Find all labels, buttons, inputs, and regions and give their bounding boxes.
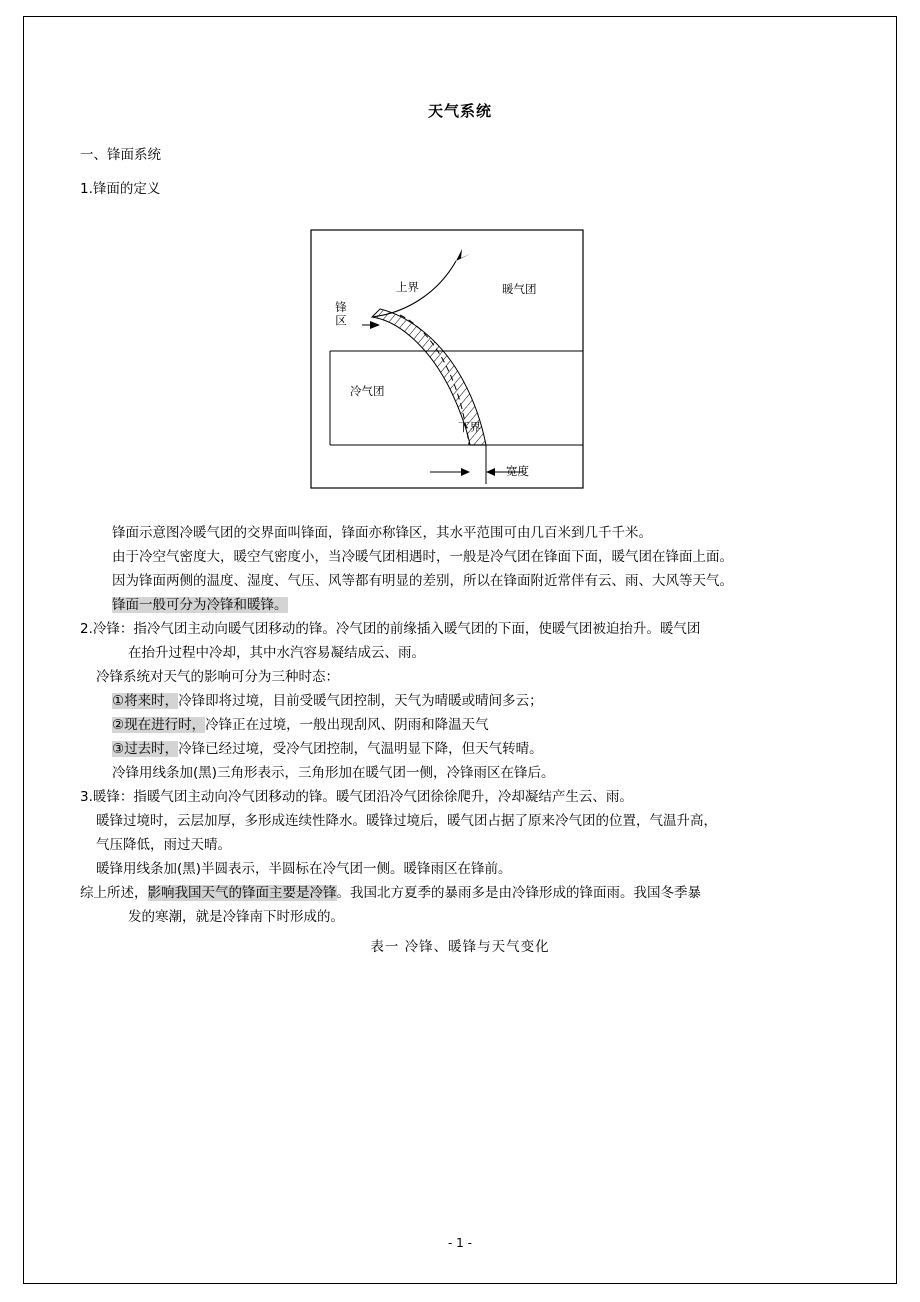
front-diagram-figure	[80, 229, 840, 497]
document-content	[80, 100, 840, 955]
highlight-span: ②现在进行时，	[112, 717, 206, 733]
paragraph-line-item-3	[80, 737, 840, 761]
paragraph-line: 暖锋过境时，云层加厚，多形成连续性降水。暖锋过境后，暖气团占据了原来冷气团的位置，气温升高，	[96, 813, 717, 829]
paragraph-line: 2.冷锋：指冷气团主动向暖气团移动的锋。冷气团的前缘插入暖气团的下面，使暖气团被迫抬升。暖气团	[80, 621, 701, 637]
paragraph-line-item-1	[80, 689, 840, 713]
highlight-span: 锋面一般可分为冷锋和暖锋。	[112, 597, 288, 613]
highlight-span: 影响我国天气的锋面主要是冷锋	[147, 885, 337, 901]
paragraph-rest: 冷锋正在过境，一般出现刮风、阴雨和降温天气	[205, 717, 489, 733]
page-footer-number: - 1 -	[448, 1236, 472, 1250]
paragraph-line: 冷锋系统对天气的影响可分为三种时态：	[96, 669, 339, 685]
figure-label-warm-air-mass: 暖气团	[502, 282, 537, 296]
paragraph-line-item-2	[80, 713, 840, 737]
front-diagram-svg	[310, 229, 610, 497]
page-title: 天气系统	[427, 102, 492, 120]
paragraph-prefix: 综上所述，	[80, 885, 148, 901]
front-diagram	[310, 229, 610, 497]
figure-label-width: 宽度	[506, 464, 529, 478]
paragraph-line: 由于冷空气密度大，暖空气密度小，当冷暖气团相遇时，一般是冷气团在锋面下面，暖气团在锋面上面。	[112, 549, 733, 565]
paragraph-line-highlighted	[80, 593, 840, 617]
spacer	[80, 167, 840, 177]
highlight-span: ③过去时，	[112, 741, 179, 757]
paragraph-line: 气压降低，雨过天晴。	[96, 837, 231, 853]
paragraph-line: 冷锋用线条加(黑)三角形表示，三角形加在暖气团一侧，冷锋雨区在锋后。	[112, 765, 555, 781]
figure-label-lower-limit: 下界	[458, 420, 481, 434]
paragraph-line: 因为锋面两侧的温度、湿度、气压、风等都有明显的差别，所以在锋面附近常伴有云、雨、大风等天气。	[112, 573, 733, 589]
figure-label-upper-limit: 上界	[396, 280, 419, 294]
paragraph-line: 在抬升过程中冷却，其中水汽容易凝结成云、雨。	[128, 645, 425, 661]
paragraph-line: 锋面示意图冷暖气团的交界面叫锋面，锋面亦称锋区，其水平范围可由几百米到几千千米。	[112, 525, 652, 541]
paragraph-line: 发的寒潮，就是冷锋南下时形成的。	[128, 909, 344, 925]
paragraph-rest: 冷锋已经过境，受冷气团控制，气温明显下降，但天气转晴。	[178, 741, 543, 757]
figure-label-cold-air-mass: 冷气团	[350, 384, 385, 398]
section-heading-1: 一、锋面系统	[80, 147, 161, 163]
paragraph-line-conclusion	[80, 881, 840, 905]
figure-label-front-zone: 锋区	[334, 301, 348, 328]
paragraph-rest: 冷锋即将过境，目前受暖气团控制，天气为晴暖或晴间多云；	[178, 693, 543, 709]
paragraph-line: 暖锋用线条加(黑)半圆表示，半圆标在冷气团一侧。暖锋雨区在锋前。	[96, 861, 512, 877]
highlight-span: ①将来时，	[112, 693, 179, 709]
table-caption: 表一 冷锋、暖锋与天气变化	[370, 939, 550, 955]
section-heading-2: 1.锋面的定义	[80, 181, 161, 197]
paragraph-line: 3.暖锋：指暖气团主动向冷气团移动的锋。暖气团沿冷气团徐徐爬升，冷却凝结产生云、雨。	[80, 789, 633, 805]
paragraph-rest: 。我国北方夏季的暴雨多是由冷锋形成的锋面雨。我国冬季暴	[336, 885, 701, 901]
